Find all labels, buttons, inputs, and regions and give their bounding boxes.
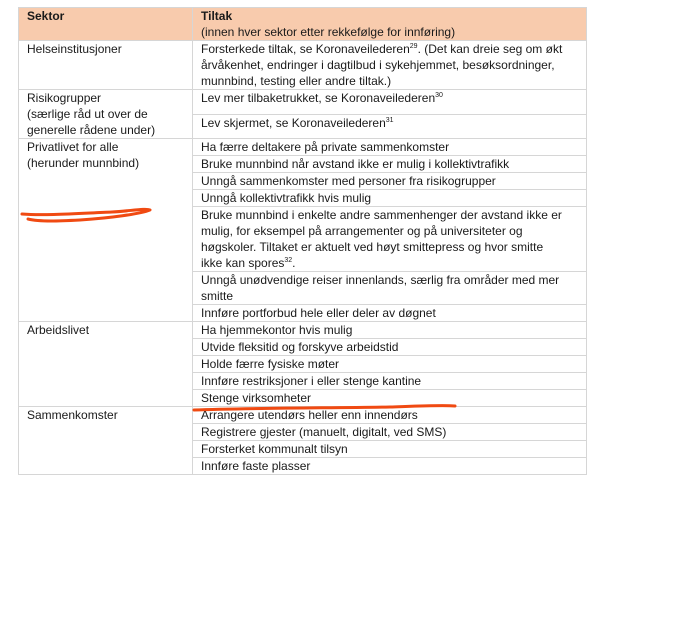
measure-text: Ha færre deltakere på private sammenkomster xyxy=(201,140,450,154)
measure-text-line xyxy=(201,207,580,223)
sector-cell xyxy=(19,90,193,139)
measure-cell xyxy=(193,41,587,90)
sector-label-line: Sammenkomster xyxy=(27,408,118,422)
sector-label-line: (herunder munnbind) xyxy=(27,156,140,170)
sector-cell xyxy=(19,41,193,90)
measure-text: Stenge virksomheter xyxy=(201,391,312,405)
sector-label-line: Arbeidslivet xyxy=(27,323,90,337)
measure-text-line xyxy=(201,407,580,423)
footnote-ref: 32 xyxy=(284,257,293,264)
measure-text-line xyxy=(201,339,580,355)
measure-cell xyxy=(193,156,587,173)
measure-text: Innføre faste plasser xyxy=(201,459,311,473)
measure-text: Forsterket kommunalt tilsyn xyxy=(201,442,348,456)
measure-cell xyxy=(193,339,587,356)
measure-cell xyxy=(193,390,587,407)
measure-cell xyxy=(193,207,587,272)
sector-label-line: generelle rådene under) xyxy=(27,123,156,137)
measure-text-line xyxy=(201,356,580,372)
table-row xyxy=(19,139,587,156)
measure-text: Bruke munnbind i enkelte andre sammenhenger der avstand ikke er xyxy=(201,208,562,222)
measure-cell xyxy=(193,373,587,390)
measure-text: årvåkenhet, endringer i dagtilbud i sykehjemmet, besøksordninger, xyxy=(201,58,555,72)
measure-text: Ha hjemmekontor hvis mulig xyxy=(201,323,353,337)
measure-text-line xyxy=(201,173,580,189)
measure-text: Lev skjermet, se Koronaveilederen xyxy=(201,115,386,130)
measure-text: Utvide fleksitid og forskyve arbeidstid xyxy=(201,340,399,354)
table-row xyxy=(19,407,587,424)
measure-text-line xyxy=(201,239,580,255)
sector-label-line: (særlige råd ut over de xyxy=(27,107,148,121)
measure-cell xyxy=(193,114,587,139)
measure-text-line xyxy=(201,255,580,271)
sector-label-line: Helseinstitusjoner xyxy=(27,42,122,56)
measure-cell xyxy=(193,90,587,115)
table-header-row xyxy=(19,8,587,41)
measure-text: Arrangere utendørs heller enn innendørs xyxy=(201,408,418,422)
sector-cell xyxy=(19,139,193,322)
measure-text-line xyxy=(201,390,580,406)
measure-text-line xyxy=(201,458,580,474)
measure-text-tail: . (Det kan dreie seg om økt xyxy=(417,42,563,56)
footnote-ref: 29 xyxy=(409,43,418,50)
measure-text-line xyxy=(201,41,580,57)
measures-table xyxy=(18,7,587,475)
measure-text-line xyxy=(201,305,580,321)
measure-text-line xyxy=(201,288,580,304)
measure-cell xyxy=(193,190,587,207)
sector-label-line: Risikogrupper xyxy=(27,91,102,105)
measure-text: ikke kan spores xyxy=(201,256,285,270)
measure-text-line xyxy=(201,441,580,457)
measure-text-line xyxy=(201,90,580,106)
measure-cell xyxy=(193,322,587,339)
measure-text: mulig, for eksempel på arrangementer og på universiteter og xyxy=(201,224,523,238)
measure-text-line xyxy=(201,190,580,206)
measure-cell xyxy=(193,407,587,424)
measure-text: Lev mer tilbaketrukket, se Koronaveilederen xyxy=(201,91,436,105)
measure-text: Unngå unødvendige reiser innenlands, særlig fra områder med mer xyxy=(201,273,560,287)
measure-cell xyxy=(193,173,587,190)
measure-cell xyxy=(193,139,587,156)
measure-text: Bruke munnbind når avstand ikke er mulig i kollektivtrafikk xyxy=(201,157,510,171)
measure-header: Tiltak xyxy=(201,9,233,23)
footnote-ref: 31 xyxy=(385,116,394,124)
measure-text-line xyxy=(201,57,580,73)
measure-text-line xyxy=(201,424,580,440)
sector-cell xyxy=(19,407,193,475)
measure-text-line xyxy=(201,139,580,155)
measure-cell xyxy=(193,458,587,475)
measure-text: høgskoler. Tiltaket er aktuelt ved høyt smittepress og hvor smitte xyxy=(201,240,544,254)
measure-cell xyxy=(193,305,587,322)
sector-label-line: Privatlivet for alle xyxy=(27,140,119,154)
table-row xyxy=(19,322,587,339)
measure-text: Unngå sammenkomster med personer fra risikogrupper xyxy=(201,174,496,188)
measure-text: Innføre restriksjoner i eller stenge kantine xyxy=(201,374,422,388)
footnote-ref: 30 xyxy=(435,92,443,99)
measure-text: Holde færre fysiske møter xyxy=(201,357,340,371)
measure-text: Registrere gjester (manuelt, digitalt, ved SMS) xyxy=(201,425,447,439)
measure-text-line xyxy=(201,223,580,239)
measure-text-line xyxy=(201,115,580,131)
measure-cell xyxy=(193,441,587,458)
table-row xyxy=(19,90,587,115)
sector-header: Sektor xyxy=(27,9,65,23)
measure-header-cell xyxy=(193,8,587,41)
table-body xyxy=(19,41,587,475)
measure-text: munnbind, testing eller andre tiltak.) xyxy=(201,74,392,88)
measure-cell xyxy=(193,356,587,373)
measure-text-line xyxy=(201,272,580,288)
measure-text: smitte xyxy=(201,289,234,303)
sector-header-cell xyxy=(19,8,193,41)
measure-text-line xyxy=(201,156,580,172)
measure-text: Innføre portforbud hele eller deler av døgnet xyxy=(201,306,436,320)
measure-text-tail: . xyxy=(292,256,296,270)
measure-text: Forsterkede tiltak, se Koronaveilederen xyxy=(201,42,410,56)
measure-text-line xyxy=(201,73,580,89)
measure-text-line xyxy=(201,322,580,338)
measure-text-line xyxy=(201,373,580,389)
measure-header-note: (innen hver sektor etter rekkefølge for innføring) xyxy=(201,25,456,39)
measure-text: Unngå kollektivtrafikk hvis mulig xyxy=(201,191,372,205)
measure-cell xyxy=(193,424,587,441)
sector-cell xyxy=(19,322,193,407)
table-row xyxy=(19,41,587,90)
measure-cell xyxy=(193,272,587,305)
